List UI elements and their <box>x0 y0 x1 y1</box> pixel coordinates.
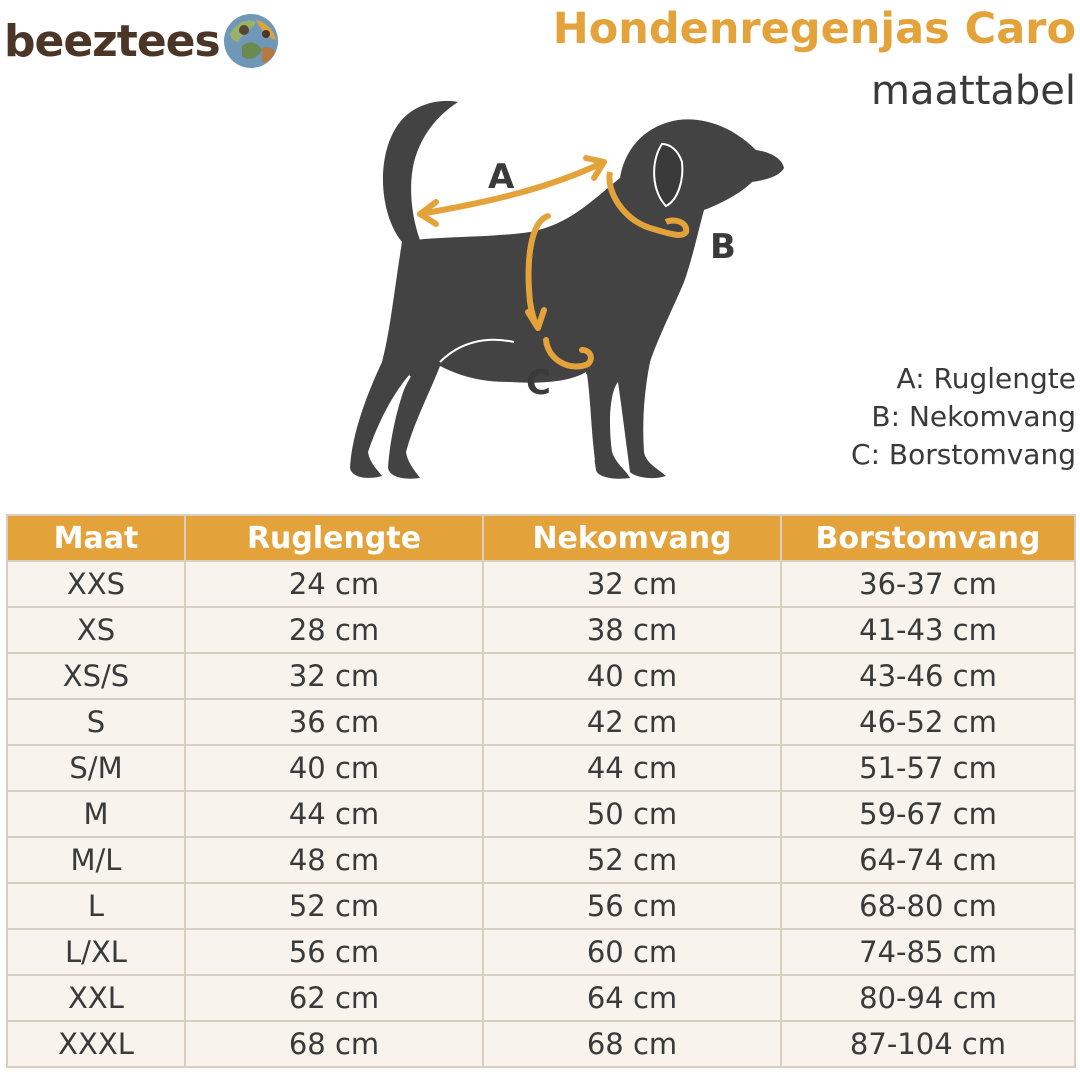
cell-maat: S <box>7 699 185 745</box>
dog-measurement-diagram <box>290 92 810 492</box>
column-header-borstomvang: Borstomvang <box>781 515 1075 561</box>
cell-borstomvang: 41-43 cm <box>781 607 1075 653</box>
globe-animals-icon <box>222 12 280 70</box>
cell-maat: XXS <box>7 561 185 607</box>
legend-item-b: B: Nekomvang <box>871 400 1076 433</box>
table-body <box>7 561 1075 1067</box>
cell-ruglengte: 32 cm <box>185 653 483 699</box>
cell-borstomvang: 64-74 cm <box>781 837 1075 883</box>
cell-maat: XXXL <box>7 1021 185 1067</box>
size-table <box>6 514 1076 1068</box>
cell-nekomvang: 52 cm <box>483 837 781 883</box>
table-row <box>7 607 1075 653</box>
table-row <box>7 883 1075 929</box>
cell-nekomvang: 40 cm <box>483 653 781 699</box>
label-c: C <box>526 363 551 403</box>
cell-borstomvang: 43-46 cm <box>781 653 1075 699</box>
table-row <box>7 653 1075 699</box>
table-row <box>7 745 1075 791</box>
table-row <box>7 837 1075 883</box>
brand-logo-text: beeztees <box>4 15 220 67</box>
cell-nekomvang: 56 cm <box>483 883 781 929</box>
cell-nekomvang: 50 cm <box>483 791 781 837</box>
table-header-row <box>7 515 1075 561</box>
table-row <box>7 699 1075 745</box>
cell-ruglengte: 68 cm <box>185 1021 483 1067</box>
column-header-nekomvang: Nekomvang <box>483 515 781 561</box>
measurement-legend <box>851 360 1076 474</box>
cell-maat: M/L <box>7 837 185 883</box>
cell-maat: S/M <box>7 745 185 791</box>
cell-maat: XXL <box>7 975 185 1021</box>
table-row <box>7 975 1075 1021</box>
cell-ruglengte: 48 cm <box>185 837 483 883</box>
cell-borstomvang: 68-80 cm <box>781 883 1075 929</box>
column-header-maat: Maat <box>7 515 185 561</box>
table-row <box>7 791 1075 837</box>
cell-maat: L <box>7 883 185 929</box>
cell-borstomvang: 87-104 cm <box>781 1021 1075 1067</box>
legend-item-c: C: Borstomvang <box>851 438 1076 471</box>
label-a: A <box>488 157 515 197</box>
cell-borstomvang: 59-67 cm <box>781 791 1075 837</box>
page-title: Hondenregenjas Caro <box>552 4 1076 54</box>
cell-ruglengte: 40 cm <box>185 745 483 791</box>
label-b: B <box>710 227 736 267</box>
cell-nekomvang: 38 cm <box>483 607 781 653</box>
cell-nekomvang: 68 cm <box>483 1021 781 1067</box>
cell-borstomvang: 80-94 cm <box>781 975 1075 1021</box>
cell-maat: XS <box>7 607 185 653</box>
table-row <box>7 929 1075 975</box>
cell-nekomvang: 32 cm <box>483 561 781 607</box>
cell-borstomvang: 36-37 cm <box>781 561 1075 607</box>
cell-maat: L/XL <box>7 929 185 975</box>
brand-logo <box>4 12 280 70</box>
cell-ruglengte: 44 cm <box>185 791 483 837</box>
cell-nekomvang: 64 cm <box>483 975 781 1021</box>
page-subtitle: maattabel <box>871 68 1076 114</box>
cell-borstomvang: 51-57 cm <box>781 745 1075 791</box>
cell-nekomvang: 44 cm <box>483 745 781 791</box>
cell-ruglengte: 36 cm <box>185 699 483 745</box>
cell-ruglengte: 56 cm <box>185 929 483 975</box>
dog-tail <box>383 101 458 242</box>
cell-borstomvang: 74-85 cm <box>781 929 1075 975</box>
cell-nekomvang: 42 cm <box>483 699 781 745</box>
cell-borstomvang: 46-52 cm <box>781 699 1075 745</box>
dog-silhouette <box>350 119 784 478</box>
cell-ruglengte: 62 cm <box>185 975 483 1021</box>
cell-nekomvang: 60 cm <box>483 929 781 975</box>
table-row <box>7 561 1075 607</box>
cell-maat: M <box>7 791 185 837</box>
column-header-ruglengte: Ruglengte <box>185 515 483 561</box>
cell-ruglengte: 52 cm <box>185 883 483 929</box>
cell-ruglengte: 28 cm <box>185 607 483 653</box>
table-row <box>7 1021 1075 1067</box>
cell-maat: XS/S <box>7 653 185 699</box>
cell-ruglengte: 24 cm <box>185 561 483 607</box>
legend-item-a: A: Ruglengte <box>896 362 1076 395</box>
